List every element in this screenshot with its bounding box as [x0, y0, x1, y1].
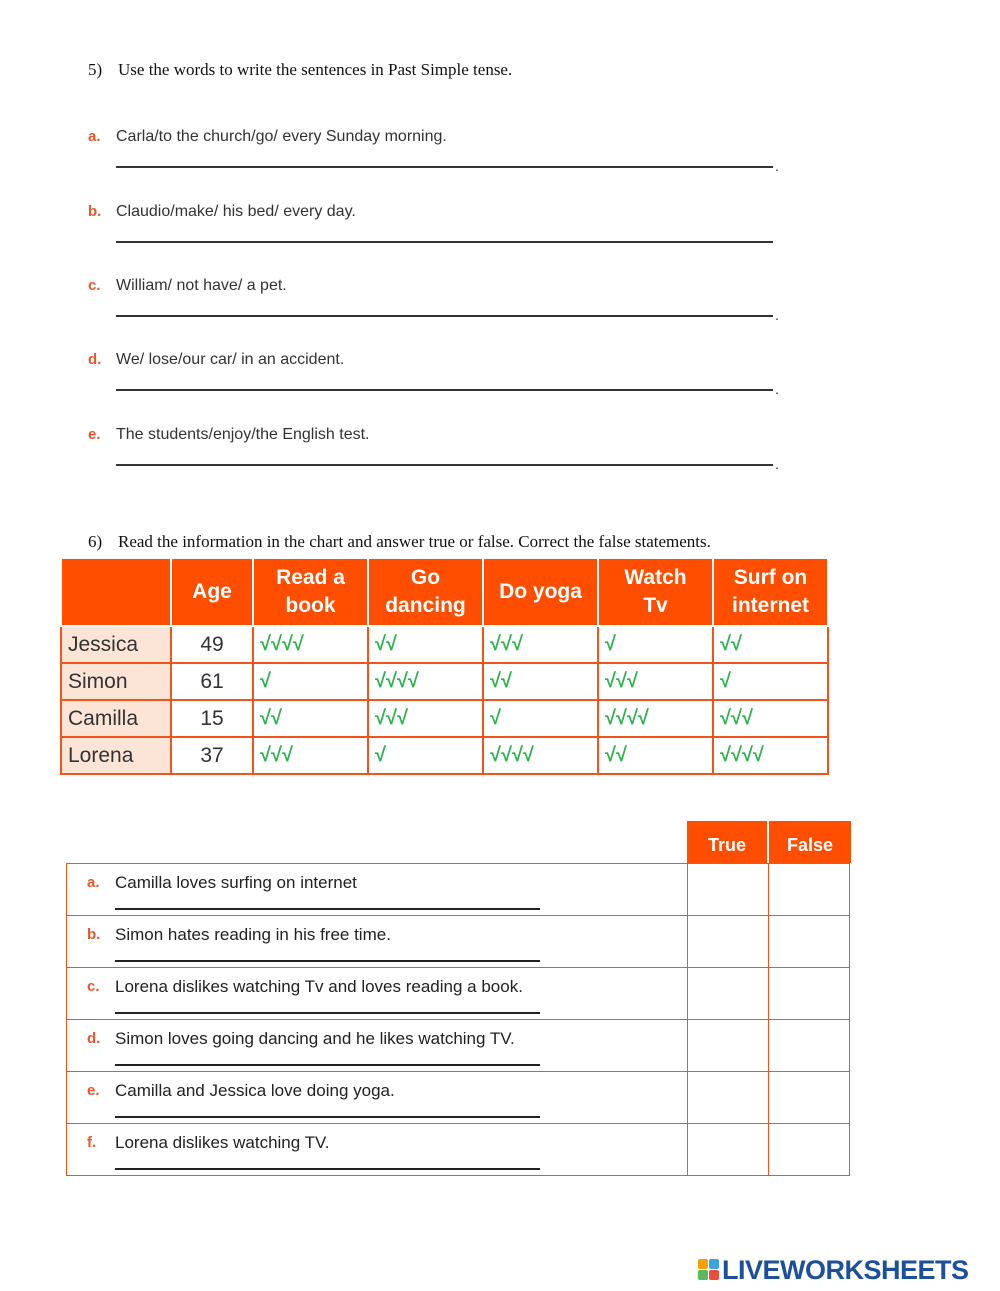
line-end: . [775, 381, 779, 397]
false-checkbox[interactable] [769, 1072, 850, 1124]
tick-marks: √ [368, 737, 483, 774]
true-checkbox[interactable] [688, 1020, 769, 1072]
correction-line[interactable] [115, 960, 540, 962]
answer-line[interactable] [116, 315, 773, 317]
false-checkbox[interactable] [769, 1124, 850, 1176]
chart-row [61, 737, 828, 774]
chart-row [61, 700, 828, 737]
activity-chart [60, 557, 829, 775]
question-text: Use the words to write the sentences in Past Simple tense. [118, 60, 513, 79]
tick-marks: √√√ [483, 626, 598, 663]
tick-marks: √√ [483, 663, 598, 700]
person-name: Lorena [61, 737, 171, 774]
question-5-instruction [88, 60, 512, 80]
answer-line[interactable] [116, 241, 773, 243]
person-name: Camilla [61, 700, 171, 737]
tf-row [67, 864, 850, 916]
tick-marks: √√√√ [713, 737, 828, 774]
tf-row [67, 916, 850, 968]
tf-row [67, 1020, 850, 1072]
item-prompt: The students/enjoy/the English test. [116, 426, 370, 443]
exercise-item [88, 426, 788, 486]
person-age: 49 [171, 626, 253, 663]
person-name: Jessica [61, 626, 171, 663]
statement-letter: f. [87, 1134, 97, 1151]
person-age: 37 [171, 737, 253, 774]
true-checkbox[interactable] [688, 1072, 769, 1124]
correction-line[interactable] [115, 1064, 540, 1066]
tick-marks: √√√ [713, 700, 828, 737]
tick-marks: √ [483, 700, 598, 737]
logo-blocks-icon [698, 1259, 720, 1281]
header-read-a-book: Read a book [253, 558, 368, 626]
chart-corner [61, 558, 171, 626]
tf-row [67, 1124, 850, 1176]
exercise-item [88, 277, 788, 337]
true-checkbox[interactable] [688, 864, 769, 916]
tick-marks: √√ [253, 700, 368, 737]
exercise-item [88, 351, 788, 411]
question-6-instruction [88, 532, 711, 552]
logo-text: LIVEWORKSHEETS [722, 1255, 969, 1285]
false-checkbox[interactable] [769, 864, 850, 916]
statement-cell [67, 916, 688, 968]
correction-line[interactable] [115, 908, 540, 910]
chart-row [61, 626, 828, 663]
tick-marks: √ [253, 663, 368, 700]
question-number: 6) [88, 532, 103, 551]
false-checkbox[interactable] [769, 968, 850, 1020]
true-false-table [66, 863, 850, 1176]
item-letter: c. [88, 277, 101, 294]
line-end: . [775, 158, 779, 174]
item-prompt: William/ not have/ a pet. [116, 277, 287, 294]
answer-line[interactable] [116, 166, 773, 168]
chart-row [61, 663, 828, 700]
header-surf-on-internet: Surf on internet [713, 558, 828, 626]
item-letter: b. [88, 203, 102, 220]
header-do-yoga: Do yoga [483, 558, 598, 626]
statement-letter: d. [87, 1030, 101, 1047]
correction-line[interactable] [115, 1116, 540, 1118]
statement-letter: e. [87, 1082, 100, 1099]
item-prompt: Carla/to the church/go/ every Sunday morning. [116, 128, 447, 145]
statement-text: Simon hates reading in his free time. [115, 925, 391, 944]
liveworksheets-logo [698, 1255, 994, 1285]
false-checkbox[interactable] [769, 916, 850, 968]
item-letter: e. [88, 426, 101, 443]
statement-cell [67, 1072, 688, 1124]
exercise-item [88, 128, 788, 188]
false-column-header: False [769, 821, 851, 863]
true-column-header: True [687, 821, 767, 863]
true-checkbox[interactable] [688, 968, 769, 1020]
statement-cell [67, 864, 688, 916]
statement-text: Simon loves going dancing and he likes watching TV. [115, 1029, 515, 1048]
tick-marks: √√ [598, 737, 713, 774]
tick-marks: √√ [368, 626, 483, 663]
true-checkbox[interactable] [688, 916, 769, 968]
answer-line[interactable] [116, 389, 773, 391]
answer-line[interactable] [116, 464, 773, 466]
statement-cell [67, 968, 688, 1020]
exercise-item [88, 203, 788, 263]
header-go-dancing: Go dancing [368, 558, 483, 626]
statement-letter: a. [87, 874, 100, 891]
tick-marks: √√ [713, 626, 828, 663]
tick-marks: √ [713, 663, 828, 700]
tf-row [67, 1072, 850, 1124]
person-age: 15 [171, 700, 253, 737]
statement-letter: c. [87, 978, 100, 995]
tick-marks: √√√√ [483, 737, 598, 774]
statement-cell [67, 1020, 688, 1072]
statement-letter: b. [87, 926, 101, 943]
person-age: 61 [171, 663, 253, 700]
person-name: Simon [61, 663, 171, 700]
item-letter: d. [88, 351, 102, 368]
item-prompt: Claudio/make/ his bed/ every day. [116, 203, 356, 220]
item-letter: a. [88, 128, 101, 145]
correction-line[interactable] [115, 1012, 540, 1014]
tick-marks: √√√ [253, 737, 368, 774]
item-prompt: We/ lose/our car/ in an accident. [116, 351, 345, 368]
question-text: Read the information in the chart and answer true or false. Correct the false statements. [118, 532, 711, 551]
statement-text: Camilla loves surfing on internet [115, 873, 357, 892]
statement-text: Camilla and Jessica love doing yoga. [115, 1081, 395, 1100]
line-end: . [775, 456, 779, 472]
header-watch-tv: Watch Tv [598, 558, 713, 626]
tick-marks: √ [598, 626, 713, 663]
line-end: . [775, 307, 779, 323]
correction-line[interactable] [115, 1168, 540, 1170]
tick-marks: √√√√ [253, 626, 368, 663]
tick-marks: √√√√ [368, 663, 483, 700]
tick-marks: √√√ [368, 700, 483, 737]
statement-cell [67, 1124, 688, 1176]
true-checkbox[interactable] [688, 1124, 769, 1176]
statement-text: Lorena dislikes watching TV. [115, 1133, 330, 1152]
header-age: Age [171, 558, 253, 626]
tick-marks: √√√√ [598, 700, 713, 737]
statement-text: Lorena dislikes watching Tv and loves reading a book. [115, 977, 523, 996]
question-number: 5) [88, 60, 103, 79]
tf-row [67, 968, 850, 1020]
false-checkbox[interactable] [769, 1020, 850, 1072]
tick-marks: √√√ [598, 663, 713, 700]
